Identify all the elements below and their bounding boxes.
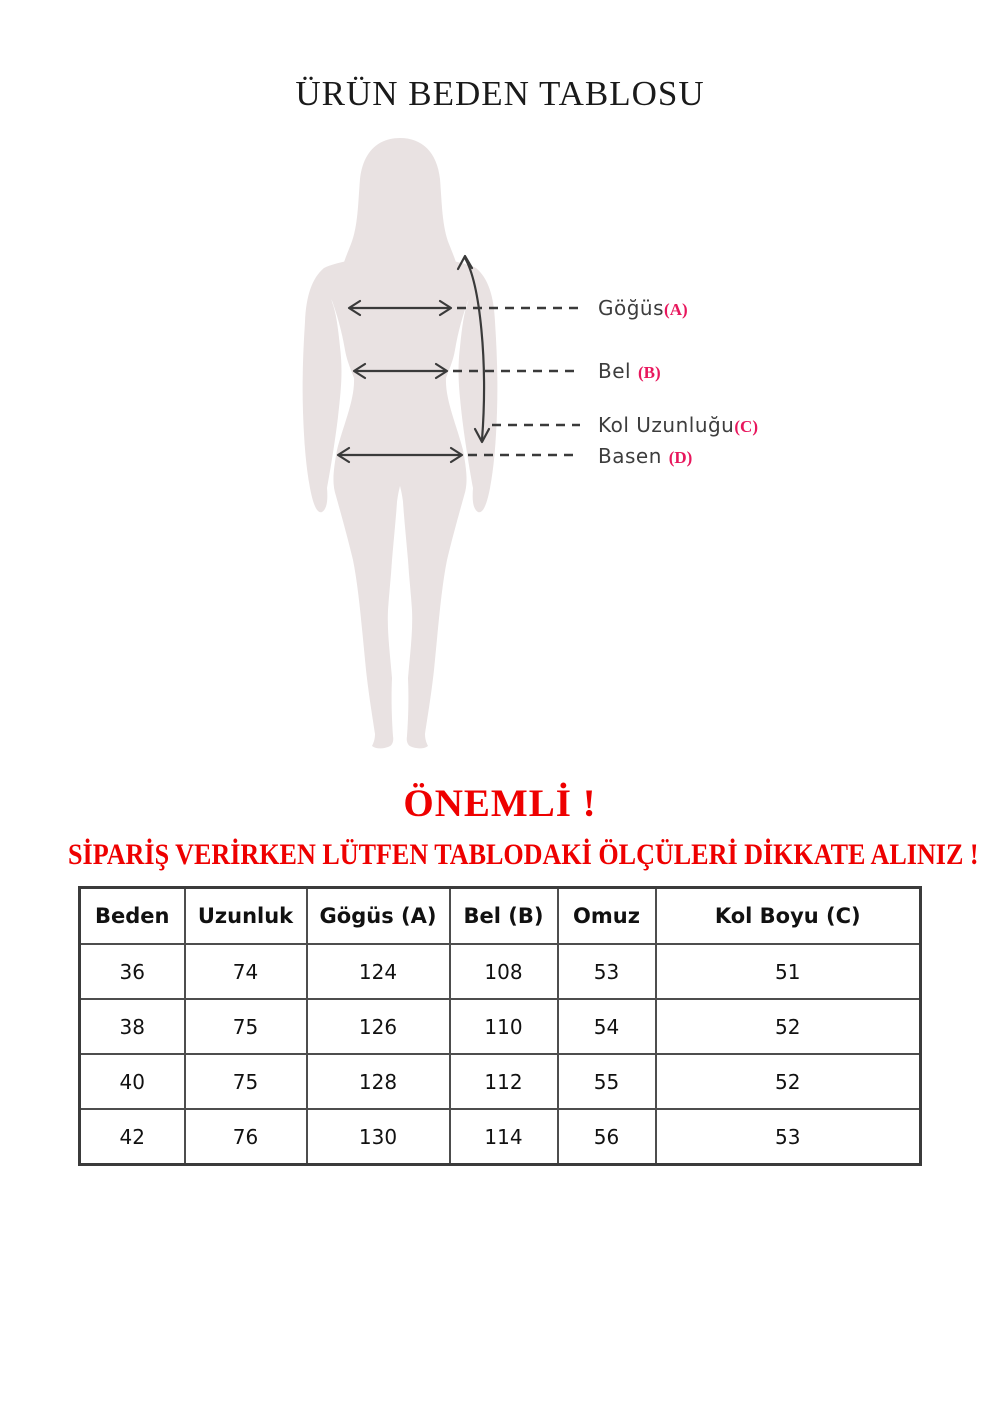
cell: 75 <box>185 999 307 1054</box>
cell: 36 <box>80 944 185 999</box>
label-arm-length-code: (C) <box>734 417 758 436</box>
body-silhouette <box>303 138 498 748</box>
cell: 52 <box>656 999 921 1054</box>
col-header-bel: Bel (B) <box>450 888 558 945</box>
cell: 53 <box>558 944 656 999</box>
label-arm-length-text: Kol Uzunluğu <box>598 413 735 437</box>
warning-subheading-text: SİPARİŞ VERİRKEN LÜTFEN TABLODAKİ ÖLÇÜLERİ DİKKATE ALINIZ ! <box>68 838 979 871</box>
cell: 128 <box>307 1054 450 1109</box>
cell: 76 <box>185 1109 307 1165</box>
table-row-size-40 <box>80 1054 921 1109</box>
cell: 56 <box>558 1109 656 1165</box>
table-row-size-42 <box>80 1109 921 1165</box>
cell: 74 <box>185 944 307 999</box>
size-table-header-row <box>80 888 921 945</box>
label-hip-code: (D) <box>668 448 693 467</box>
size-table <box>78 886 922 1166</box>
cell: 52 <box>656 1054 921 1109</box>
label-chest-code: (A) <box>664 300 688 319</box>
cell: 53 <box>656 1109 921 1165</box>
label-waist-text: Bel <box>598 359 638 383</box>
cell: 130 <box>307 1109 450 1165</box>
col-header-omuz: Omuz <box>558 888 656 945</box>
warning-heading: ÖNEMLİ ! <box>403 782 597 825</box>
cell: 42 <box>80 1109 185 1165</box>
cell: 108 <box>450 944 558 999</box>
warning-subheading <box>0 838 1000 872</box>
col-header-kol-boyu: Kol Boyu (C) <box>656 888 921 945</box>
cell: 110 <box>450 999 558 1054</box>
cell: 55 <box>558 1054 656 1109</box>
label-waist-code: (B) <box>637 363 661 382</box>
cell: 112 <box>450 1054 558 1109</box>
label-hip-text: Basen <box>598 444 669 468</box>
table-row-size-38 <box>80 999 921 1054</box>
cell: 40 <box>80 1054 185 1109</box>
cell: 75 <box>185 1054 307 1109</box>
label-hip <box>598 443 692 469</box>
col-header-gogus: Gögüs (A) <box>307 888 450 945</box>
col-header-uzunluk: Uzunluk <box>185 888 307 945</box>
label-waist <box>598 358 661 384</box>
cell: 114 <box>450 1109 558 1165</box>
col-header-beden: Beden <box>80 888 185 945</box>
label-arm-length <box>598 412 758 438</box>
cell: 126 <box>307 999 450 1054</box>
body-measurement-diagram <box>280 132 740 752</box>
cell: 54 <box>558 999 656 1054</box>
table-row-size-36 <box>80 944 921 999</box>
cell: 124 <box>307 944 450 999</box>
body-diagram-svg <box>280 132 740 752</box>
cell: 38 <box>80 999 185 1054</box>
cell: 51 <box>656 944 921 999</box>
label-chest-text: Göğüs <box>598 296 665 320</box>
label-chest <box>598 295 688 321</box>
page-title: ÜRÜN BEDEN TABLOSU <box>295 74 705 113</box>
